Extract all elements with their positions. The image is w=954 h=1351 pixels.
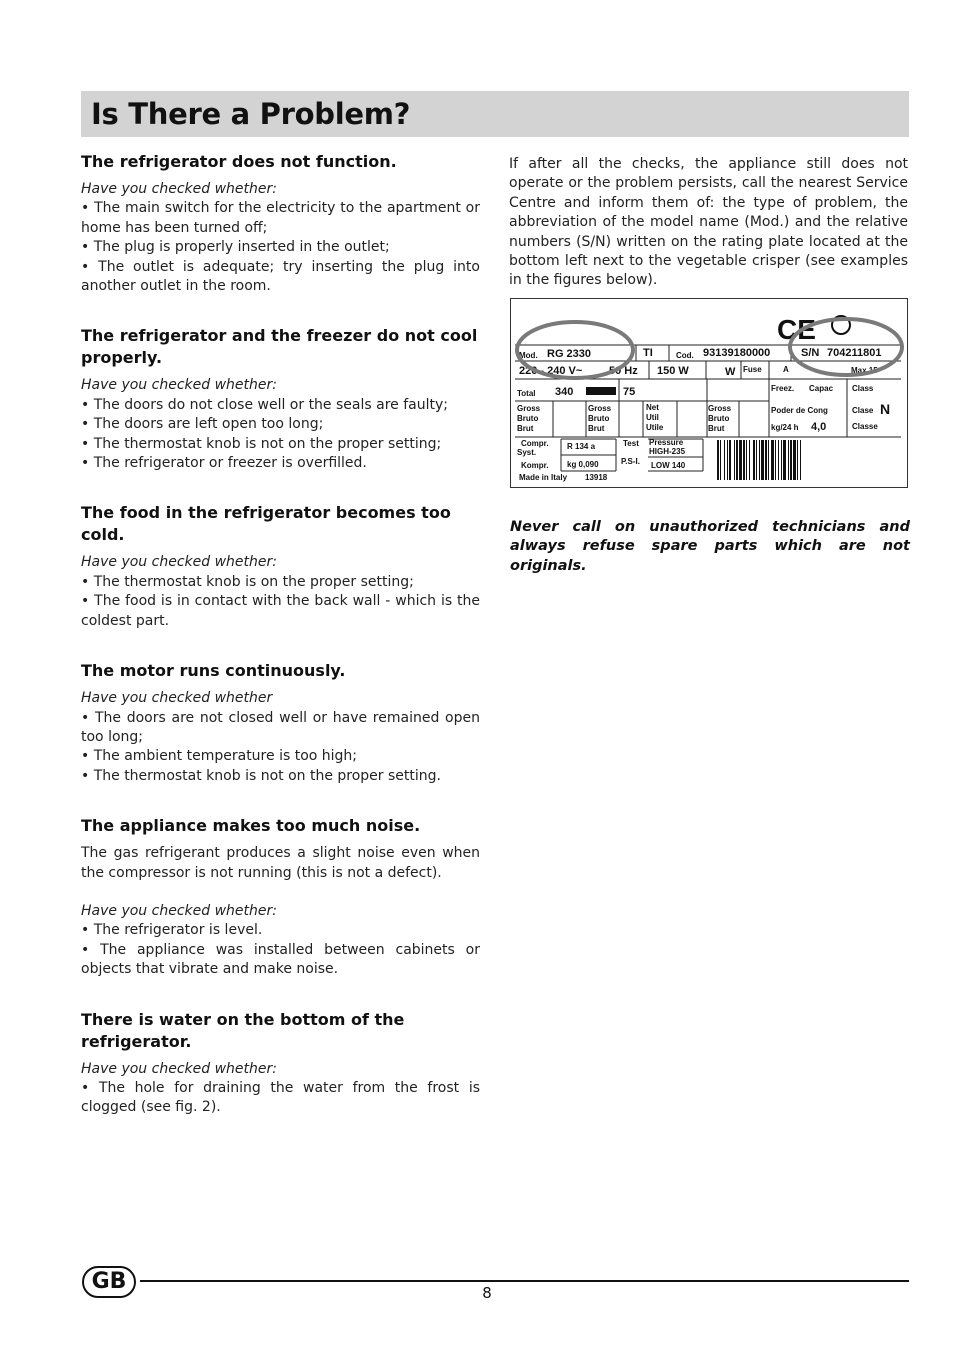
section-intro: The gas refrigerant produces a slight noise even when the compressor is not running (this is not a defect). (81, 845, 480, 881)
svg-text:Bruto: Bruto (588, 414, 610, 423)
svg-text:TI: TI (643, 347, 653, 359)
svg-text:Utile: Utile (646, 423, 664, 432)
section-heading: There is water on the bottom of the refrigerator. (81, 1009, 405, 1051)
svg-text:Poder de Cong: Poder de Cong (771, 406, 828, 415)
page-title: Is There a Problem? (91, 97, 411, 131)
title-bar (81, 91, 909, 137)
list-item: • The hole for draining the water from the frost is clogged (see fig. 2). (81, 1079, 480, 1116)
checked-label: Have you checked whether: (81, 377, 277, 394)
page-number: 8 (482, 1284, 492, 1302)
svg-text:Brut: Brut (708, 424, 725, 433)
section-not-function (81, 151, 480, 296)
svg-text:220 - 240 V~: 220 - 240 V~ (519, 365, 583, 377)
svg-text:P.S-I.: P.S-I. (621, 457, 640, 466)
rating-plate-figure (511, 299, 907, 487)
svg-text:Net: Net (646, 403, 659, 412)
section-noise (81, 815, 480, 979)
svg-text:Cod.: Cod. (676, 351, 694, 360)
svg-text:Clase: Clase (852, 406, 874, 415)
svg-text:Capac: Capac (809, 384, 834, 393)
svg-text:Total: Total (517, 389, 536, 398)
star-rating-icon (586, 387, 616, 395)
list-item: • The doors are left open too long; (81, 416, 324, 433)
svg-text:Compr.: Compr. (521, 439, 549, 448)
svg-text:kg/24 h: kg/24 h (771, 423, 799, 432)
ce-mark-icon: CE (777, 314, 816, 345)
section-heading: The motor runs continuously. (81, 661, 346, 681)
svg-text:A: A (783, 365, 789, 374)
svg-text:Mod.: Mod. (519, 351, 538, 360)
svg-text:N: N (880, 401, 891, 417)
svg-text:Freez.: Freez. (771, 384, 795, 393)
svg-text:Gross: Gross (517, 404, 541, 413)
list-item: • The appliance was installed between cabinets or objects that vibrate and make noise. (81, 941, 480, 978)
troubleshooting-column (81, 151, 480, 1135)
svg-text:340: 340 (555, 386, 574, 398)
section-too-cold (81, 502, 480, 631)
list-item: • The doors are not closed well or have remained open too long; (81, 709, 480, 745)
svg-text:Syst.: Syst. (517, 448, 537, 457)
rating-plate (510, 298, 908, 488)
svg-text:50 Hz: 50 Hz (609, 365, 638, 377)
svg-text:Class: Class (852, 384, 874, 393)
list-item: • The plug is properly inserted in the outlet; (81, 239, 390, 256)
footer-divider (140, 1280, 909, 1282)
list-item: • The thermostat knob is not on the proper setting; (81, 435, 442, 452)
section-water (81, 1009, 480, 1118)
checked-label: Have you checked whether: (81, 554, 277, 571)
svg-text:S/N: S/N (801, 347, 820, 359)
svg-text:Bruto: Bruto (517, 414, 539, 423)
service-intro: If after all the checks, the appliance still does not operate or the problem persists, call the nearest Service Centre and inform them of: the type of problem, the abbreviation of the model name (Mod.) and the relative numbers (S/N) written on the rating plate located at the bottom left next to the vegetable crisper (see examples in the figures below). (509, 156, 908, 289)
checked-label: Have you checked whether: (81, 1060, 277, 1077)
section-heading: The food in the refrigerator becomes too cold. (81, 503, 451, 545)
checked-label: Have you checked whether (81, 690, 273, 707)
section-not-cool (81, 325, 480, 473)
svg-text:HIGH-235: HIGH-235 (649, 447, 686, 456)
svg-text:Pressure: Pressure (649, 438, 684, 447)
svg-text:704211801: 704211801 (827, 347, 882, 359)
svg-text:4,0: 4,0 (811, 421, 827, 433)
list-item: • The food is in contact with the back wall - which is the coldest part. (81, 593, 480, 629)
svg-text:LOW 140: LOW 140 (651, 461, 686, 470)
list-item: • The refrigerator or freezer is overfilled. (81, 455, 367, 472)
list-item: • The main switch for the electricity to the apartment or home has been turned off; (81, 200, 480, 236)
svg-text:75: 75 (623, 386, 636, 398)
list-item: • The refrigerator is level. (81, 922, 263, 939)
svg-text:Classe: Classe (852, 422, 878, 431)
svg-text:13918: 13918 (585, 473, 608, 482)
svg-text:Kompr.: Kompr. (521, 461, 549, 470)
list-item: • The doors do not close well or the seals are faulty; (81, 396, 448, 413)
svg-text:R 134 a: R 134 a (567, 442, 596, 451)
svg-text:Fuse: Fuse (743, 365, 762, 374)
svg-text:Test: Test (623, 439, 639, 448)
svg-text:Gross: Gross (588, 404, 612, 413)
list-item: • The thermostat knob is not on the proper setting. (81, 767, 441, 784)
svg-text:Max 15: Max 15 (851, 366, 878, 375)
svg-text:150 W: 150 W (657, 365, 689, 377)
section-heading: The appliance makes too much noise. (81, 816, 421, 836)
svg-text:RG 2330: RG 2330 (547, 348, 592, 360)
svg-text:Brut: Brut (588, 424, 605, 433)
section-heading: The refrigerator and the freezer do not cool properly. (81, 326, 478, 368)
checked-label: Have you checked whether: (81, 181, 277, 197)
svg-text:W: W (725, 366, 736, 378)
list-item: • The outlet is adequate; try inserting the plug into another outlet in the room. (81, 258, 480, 295)
svg-text:Util: Util (646, 413, 659, 422)
barcode-icon (717, 440, 801, 480)
svg-text:Gross: Gross (708, 404, 732, 413)
service-column (509, 155, 908, 291)
svg-text:Made in Italy: Made in Italy (519, 473, 568, 482)
svg-text:93139180000: 93139180000 (703, 347, 771, 359)
section-heading: The refrigerator does not function. (81, 152, 397, 171)
section-motor (81, 660, 480, 786)
checked-label: Have you checked whether: (81, 902, 277, 919)
language-badge: GB (82, 1266, 136, 1298)
list-item: • The thermostat knob is on the proper setting; (81, 573, 414, 590)
warning-text: Never call on unauthorized technicians and always refuse spare parts which are not originals. (510, 519, 910, 574)
list-item: • The ambient temperature is too high; (81, 748, 358, 765)
svg-text:Brut: Brut (517, 424, 534, 433)
svg-text:Bruto: Bruto (708, 414, 730, 423)
svg-text:kg 0,090: kg 0,090 (567, 460, 599, 469)
